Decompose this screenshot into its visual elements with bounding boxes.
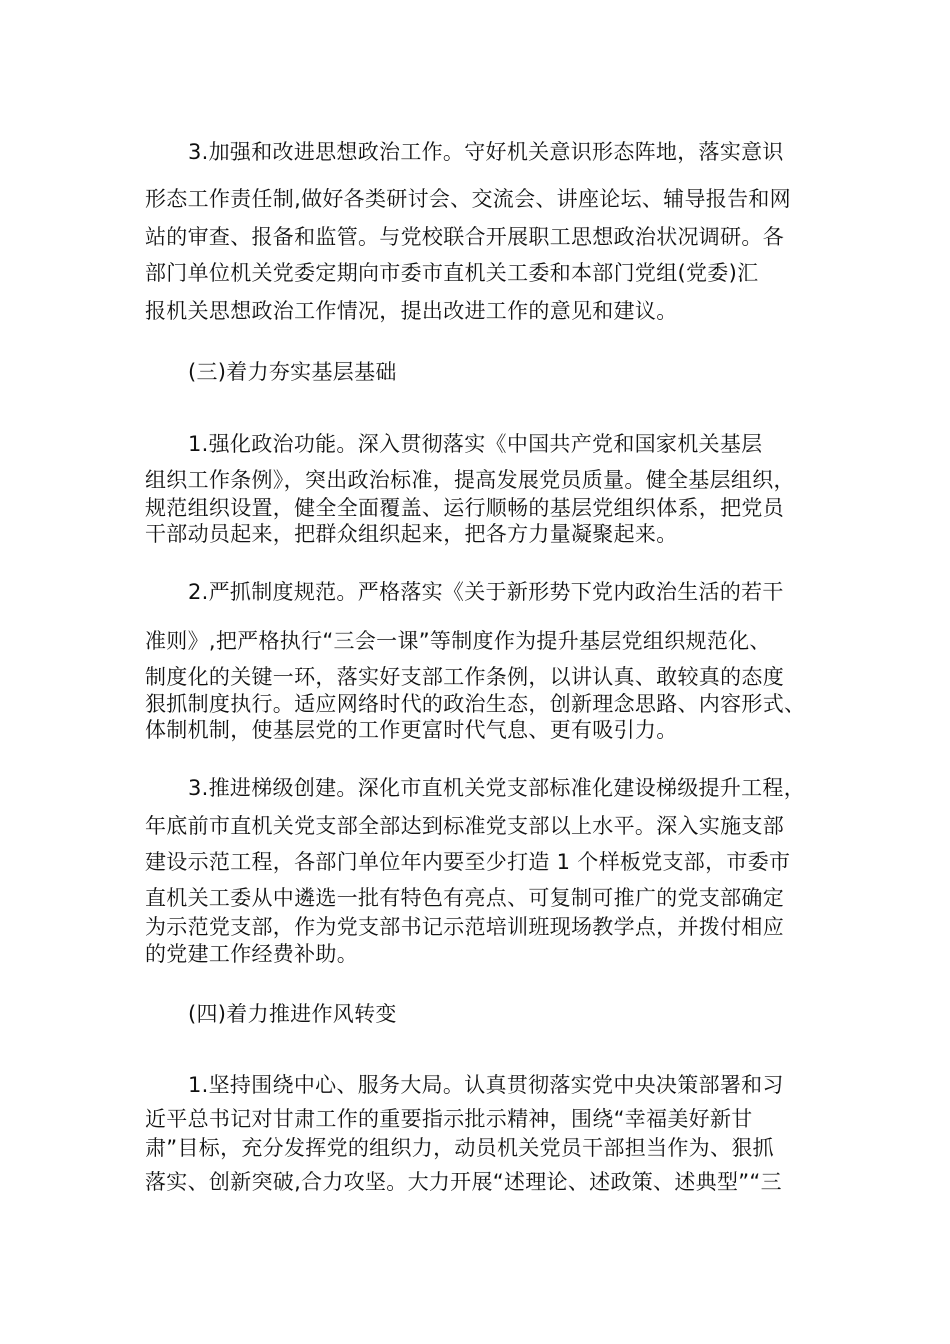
section-heading: (三)着力夯实基层基础: [188, 360, 397, 384]
paragraph-line: 干部动员起来，把群众组织起来，把各方力量凝聚起来。: [145, 522, 678, 546]
paragraph-line: 报机关思想政治工作情况，提出改进工作的意见和建议。: [145, 299, 678, 323]
paragraph-line: 年底前市直机关党支部全部达到标准党支部以上水平。深入实施支部: [145, 814, 784, 838]
paragraph-line: 规范组织设置，健全全面覆盖、运行顺畅的基层党组织体系，把党员: [145, 496, 784, 520]
paragraph-line: 近平总书记对甘肃工作的重要指示批示精神，围绕“幸福美好新甘: [145, 1107, 753, 1131]
paragraph-line: 形态工作责任制,做好各类研讨会、交流会、讲座论坛、辅导报告和网: [145, 187, 791, 211]
paragraph-line: 站的审查、报备和监管。与党校联合开展职工思想政治状况调研。各: [145, 225, 784, 249]
paragraph-line: 1.坚持围绕中心、服务大局。认真贯彻落实党中央决策部署和习: [188, 1073, 784, 1097]
paragraph-line: 2.严抓制度规范。严格落实《关于新形势下党内政治生活的若干: [188, 580, 784, 604]
paragraph-line: 为示范党支部，作为党支部书记示范培训班现场教学点，并拨付相应: [145, 915, 784, 939]
paragraph-line: 组织工作条例》，突出政治标准，提高发展党员质量。健全基层组织，: [145, 468, 795, 492]
paragraph-line: 狠抓制度执行。适应网络时代的政治生态，创新理念思路、内容形式、: [145, 692, 806, 716]
paragraph-line: 体制机制，使基层党的工作更富时代气息、更有吸引力。: [145, 718, 678, 742]
section-heading: (四)着力推进作风转变: [188, 1002, 397, 1026]
paragraph-line: 制度化的关键一环，落实好支部工作条例，以讲认真、敢较真的态度: [145, 665, 784, 689]
paragraph-line: 1.强化政治功能。深入贯彻落实《中国共产党和国家机关基层: [188, 432, 763, 456]
paragraph-line: 准则》,把严格执行“三会一课”等制度作为提升基层党组织规范化、: [145, 629, 771, 653]
paragraph-line: 部门单位机关党委定期向市委市直机关工委和本部门党组(党委)汇: [145, 261, 759, 285]
paragraph-line: 3.加强和改进思想政治工作。守好机关意识形态阵地，落实意识: [188, 140, 784, 164]
paragraph-line: 落实、创新突破,合力攻坚。大力开展“述理论、述政策、述典型”“三: [145, 1170, 782, 1194]
paragraph-line: 的党建工作经费补助。: [145, 942, 358, 966]
paragraph-line: 直机关工委从中遴选一批有特色有亮点、可复制可推广的党支部确定: [145, 886, 784, 910]
paragraph-line: 3.推进梯级创建。深化市直机关党支部标准化建设梯级提升工程，: [188, 776, 806, 800]
paragraph-line: 肃”目标，充分发挥党的组织力，动员机关党员干部担当作为、狠抓: [145, 1136, 774, 1160]
paragraph-line: 建设示范工程，各部门单位年内要至少打造 1 个样板党支部，市委市: [145, 850, 791, 874]
